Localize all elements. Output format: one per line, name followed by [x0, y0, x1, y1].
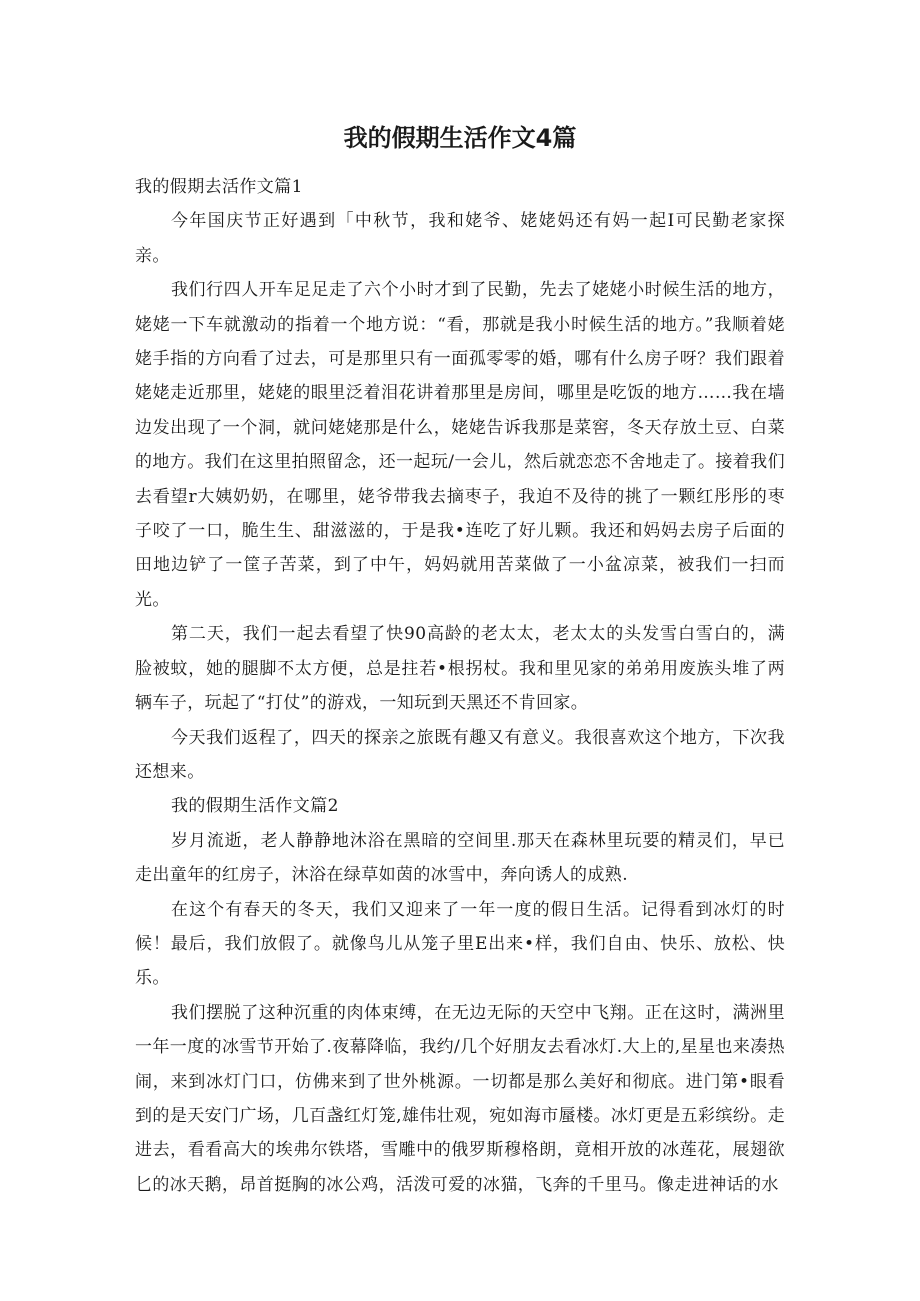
section-1-paragraph: 今年国庆节正好遇到「中秋节，我和姥爷、姥姥妈还有妈一起I可民勤老家探亲。	[135, 211, 785, 266]
section-2-paragraph: 在这个有春天的冬天，我们又迎来了一年一度的假日生活。记得看到冰灯的时候！最后，我们放假了。就像鸟儿从笼子里E出来•样，我们自由、快乐、放松、快乐。	[135, 899, 785, 989]
section-1-paragraph: 我们行四人开车足足走了六个小时才到了民勤，先去了姥姥小时候生活的地方，姥姥一下车就激动的指着一个地方说：“看，那就是我小时候生活的地方。”我顺着姥姥手指的方向看了过去，可是那里只有一面孤零零的婚，哪有什么房子呀？我们跟着姥姥走近那里，姥姥的眼里泛着泪花讲着那里是房间，哪里是吃饭的地方……我在墙边发出现了一个洞，就问姥姥那是什么，姥姥告诉我那是菜窖，冬天存放土豆、白菜的地方。我们在这里拍照留念，还一起玩/一会儿，然后就恋恋不舍地走了。接着我们去看望r大姨奶奶，在哪里，姥爷带我去摘枣子，我迫不及待的挑了一颗红彤彤的枣子咬了一口，脆生生、甜滋滋的，于是我•连吃了好儿颗。我还和妈妈去房子后面的田地边铲了一筐子苦菜，到了中午，妈妈就用苦菜做了一小盆凉菜，被我们一扫而光。	[135, 280, 785, 610]
document-body	[135, 170, 785, 1202]
document-title: 我的假期生活作文4篇	[343, 124, 577, 152]
section-1-heading: 我的假期去活作文篇1	[135, 177, 303, 197]
section-2-paragraph: 我们摆脱了这种沉重的肉体束缚，在无边无际的天空中飞翔。正在这时，满洲里一年一度的冰雪节开始了.夜幕降临，我约/几个好朋友去看冰灯.大上的,星星也来凑热闹，来到冰灯门口，仿佛来到了世外桃源。一切都是那么美好和彻底。进门第•眼看到的是天安门广场，几百盏红灯笼,雄伟壮观，宛如海市蜃楼。冰灯更是五彩缤纷。走进去，看看高大的埃弗尔铁塔，雪雕中的俄罗斯穆格朗，竟相开放的冰莲花，展翅欲匕的冰天鹅，昂首挺胸的冰公鸡，活泼可爱的冰猫，飞奔的千里马。像走进神话的水	[135, 1002, 785, 1195]
section-1-paragraph: 今天我们返程了，四天的探亲之旅既有趣又有意义。我很喜欢这个地方，下次我还想来。	[135, 727, 785, 782]
section-2-paragraph: 岁月流逝，老人静静地沐浴在黑暗的空间里.那天在森林里玩要的精灵们，早已走出童年的红房子，沐浴在绿草如茵的冰雪中，奔向诱人的成熟.	[135, 830, 785, 886]
section-1-paragraph: 第二天，我们一起去看望了快90高龄的老太太，老太太的头发雪白雪白的，满脸被蚊，她的腿脚不太方便，总是拄若•根拐杖。我和里见家的弟弟用废族头堆了两辆车子，玩起了“打仗”的游戏，一知玩到天黑还不肯回家。	[135, 624, 785, 714]
section-2-heading: 我的假期生活作文篇2	[171, 796, 339, 817]
